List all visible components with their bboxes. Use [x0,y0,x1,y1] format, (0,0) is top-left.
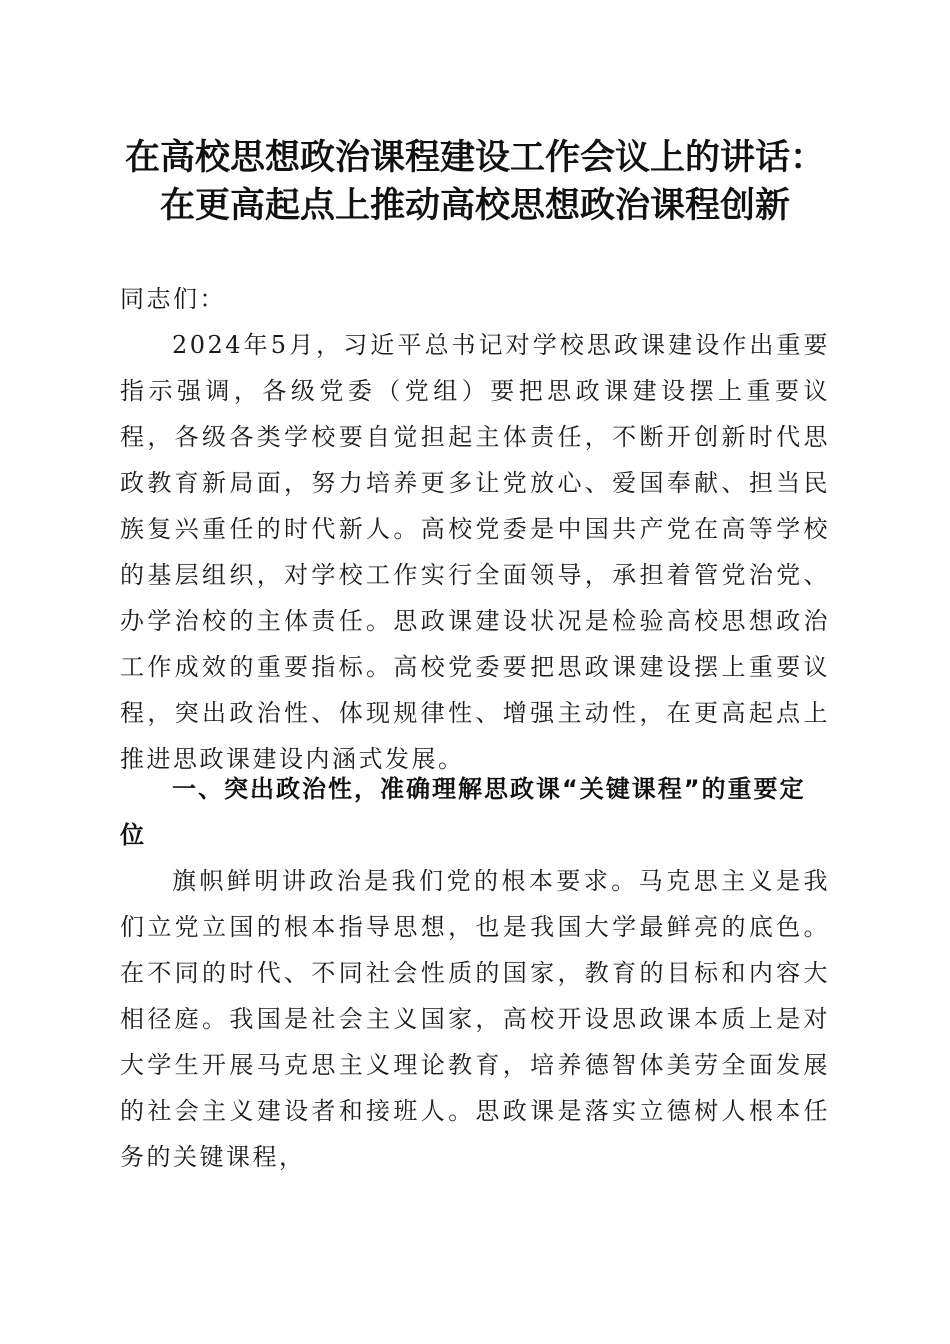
paragraph-2: 旗帜鲜明讲政治是我们党的根本要求。马克思主义是我们立党立国的根本指导思想，也是我国大学最鲜亮的底色。在不同的时代、不同社会性质的国家，教育的目标和内容大相径庭。我国是社会主义国家，高校开设思政课本质上是对大学生开展马克思主义理论教育，培养德智体美劳全面发展的社会主义建设者和接班人。思政课是落实立德树人根本任务的关键课程， [120,867,830,1171]
document-title-line-1: 在高校思想政治课程建设工作会议上的讲话： [124,137,825,178]
section-heading-1: 一、突出政治性，准确理解思政课“关键课程”的重要定位 [120,775,806,849]
paragraph-1: 2024年5月，习近平总书记对学校思政课建设作出重要指示强调，各级党委（党组）要把思政课建设摆上重要议程，各级各类学校要自觉担起主体责任，不断开创新时代思政教育新局面，努力培养更多让党放心、爱国奉献、担当民族复兴重任的时代新人。高校党委是中国共产党在高等学校的基层组织，对学校工作实行全面领导，承担着管党治党、办学治校的主体责任。思政课建设状况是检验高校思想政治工作成效的重要指标。高校党委要把思政课建设摆上重要议程，突出政治性、体现规律性、增强主动性，在更高起点上推进思政课建设内涵式发展。 [120,331,830,773]
document-title-line-2: 在更高起点上推动高校思想政治课程创新 [159,185,790,226]
salutation: 同志们： [120,285,226,313]
